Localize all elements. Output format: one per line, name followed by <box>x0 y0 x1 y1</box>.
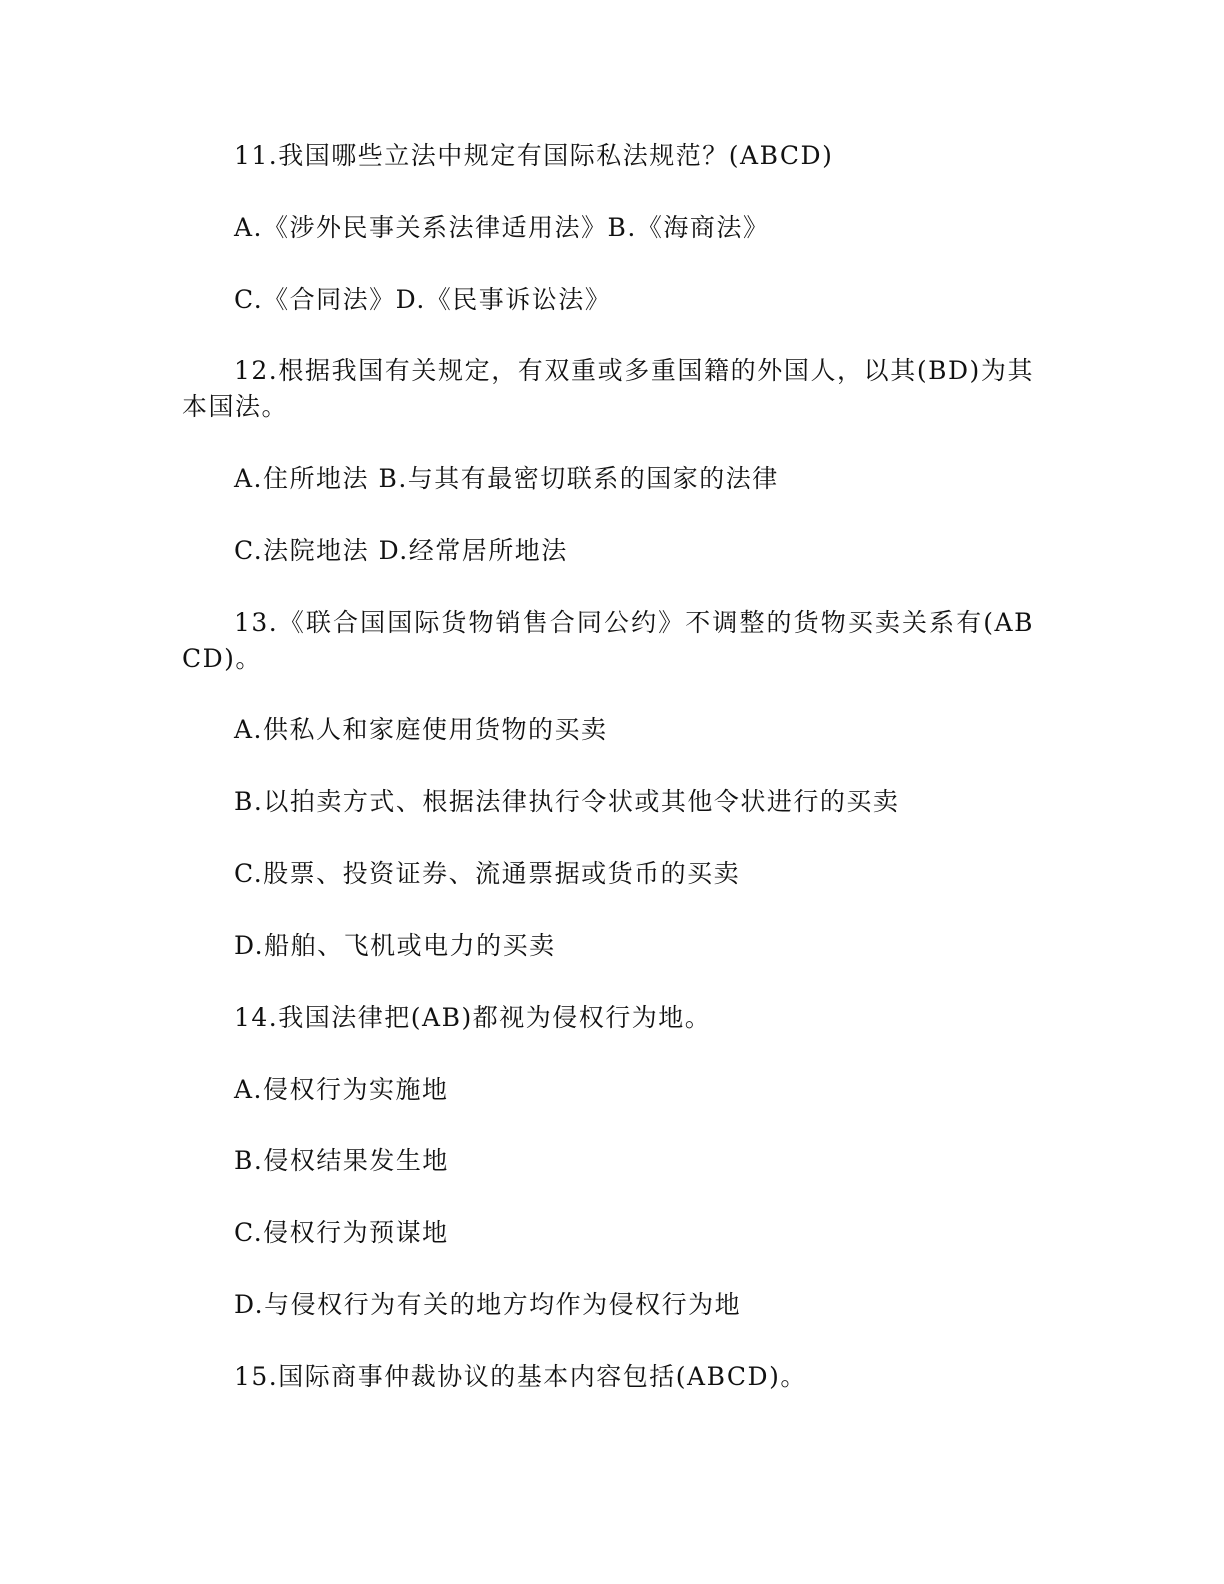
question-14-option-d: D.与侵权行为有关的地方均作为侵权行为地 <box>234 1290 742 1319</box>
question-12-options-cd: C.法院地法 D.经常居所地法 <box>234 536 568 565</box>
question-14-option-c: C.侵权行为预谋地 <box>234 1218 449 1247</box>
question-11-options-ab: A.《涉外民事关系法律适用法》B.《海商法》 <box>234 213 770 242</box>
question-14: 14.我国法律把(AB)都视为侵权行为地。 <box>234 1003 712 1032</box>
question-11: 11.我国哪些立法中规定有国际私法规范？(ABCD) <box>234 141 834 170</box>
question-14-option-b: B.侵权结果发生地 <box>234 1146 449 1175</box>
question-13-option-d: D.船舶、飞机或电力的买卖 <box>234 931 556 960</box>
question-12-options-ab: A.住所地法 B.与其有最密切联系的国家的法律 <box>234 464 779 493</box>
question-15: 15.国际商事仲裁协议的基本内容包括(ABCD)。 <box>234 1362 807 1391</box>
question-13-option-c: C.股票、投资证券、流通票据或货币的买卖 <box>234 859 741 888</box>
question-14-option-a: A.侵权行为实施地 <box>234 1075 449 1104</box>
question-13: 13.《联合国国际货物销售合同公约》不调整的货物买卖关系有(ABCD)。 <box>182 608 1034 673</box>
question-12: 12.根据我国有关规定，有双重或多重国籍的外国人，以其(BD)为其本国法。 <box>182 356 1034 421</box>
question-13-option-b: B.以拍卖方式、根据法律执行令状或其他令状进行的买卖 <box>234 787 900 816</box>
question-13-option-a: A.供私人和家庭使用货物的买卖 <box>234 715 608 744</box>
question-11-options-cd: C.《合同法》D.《民事诉讼法》 <box>234 285 612 314</box>
